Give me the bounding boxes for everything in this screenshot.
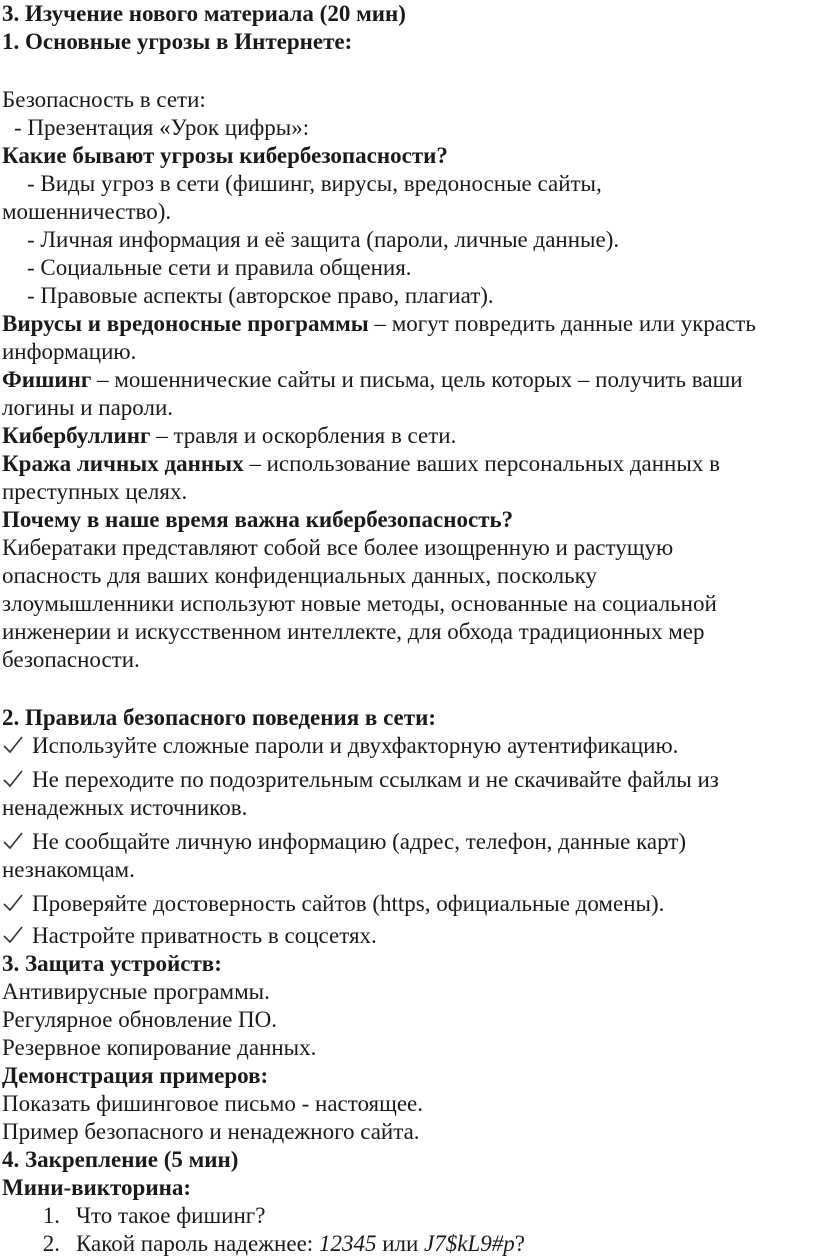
paragraph-line: Показать фишинговое письмо - настоящее. bbox=[2, 1091, 423, 1116]
question-heading: Почему в наше время важна кибербезопасность? bbox=[2, 507, 514, 532]
quiz-question: Что такое фишинг? bbox=[76, 1203, 266, 1228]
paragraph-line: Регулярное обновление ПО. bbox=[2, 1007, 278, 1032]
paragraph-line: безопасности. bbox=[2, 647, 140, 672]
subsection-heading: 3. Защита устройств: bbox=[2, 951, 222, 976]
check-mark-icon bbox=[2, 922, 26, 950]
definition-line bbox=[2, 366, 743, 394]
definition: – травля и оскорбления в сети. bbox=[150, 423, 457, 448]
list-line: - Правовые аспекты (авторское право, плагиат). bbox=[27, 283, 494, 308]
rule-item bbox=[2, 732, 678, 760]
rule-text: Настройте приватность в соцсетях. bbox=[32, 923, 377, 948]
check-mark-icon bbox=[2, 766, 26, 794]
list-line: - Социальные сети и правила общения. bbox=[27, 255, 412, 280]
paragraph-line: Резервное копирование данных. bbox=[2, 1035, 317, 1060]
quiz-connector: или bbox=[376, 1231, 425, 1256]
definition-line bbox=[2, 422, 456, 450]
term: Кража личных данных bbox=[2, 451, 244, 476]
rule-item bbox=[2, 890, 664, 918]
term: Фишинг bbox=[2, 367, 92, 392]
definition: – могут повредить данные или украсть bbox=[368, 311, 756, 336]
paragraph-line: логины и пароли. bbox=[2, 395, 174, 420]
section-heading: 3. Изучение нового материала (20 мин) bbox=[2, 1, 406, 26]
check-mark-icon bbox=[2, 732, 26, 760]
paragraph-line: Антивирусные программы. bbox=[2, 979, 270, 1004]
definition: – мошеннические сайты и письма, цель которых – получить ваши bbox=[91, 367, 743, 392]
quiz-item bbox=[30, 1230, 525, 1258]
rule-text: Проверяйте достоверность сайтов (https, официальные домены). bbox=[32, 891, 665, 916]
rule-text: Используйте сложные пароли и двухфакторную аутентификацию. bbox=[32, 733, 679, 758]
paragraph-line: опасность для ваших конфиденциальных данных, поскольку bbox=[2, 563, 597, 588]
paragraph-line: информацию. bbox=[2, 339, 137, 364]
quiz-number: 1. bbox=[42, 1203, 60, 1228]
check-mark-icon bbox=[2, 828, 26, 856]
quiz-number: 2. bbox=[42, 1231, 60, 1256]
paragraph-line: ненадежных источников. bbox=[2, 795, 248, 820]
rule-item bbox=[2, 828, 686, 856]
definition-line bbox=[2, 310, 756, 338]
term: Вирусы и вредоносные программы bbox=[2, 311, 369, 336]
paragraph-line: Кибератаки представляют собой все более изощренную и растущую bbox=[2, 535, 674, 560]
term: Кибербуллинг bbox=[2, 423, 151, 448]
question-heading: Какие бывают угрозы кибербезопасности? bbox=[2, 143, 448, 168]
quiz-punct: ? bbox=[514, 1231, 525, 1256]
paragraph-line: инженерии и искусственном интеллекте, для обхода традиционных мер bbox=[2, 619, 705, 644]
rule-item bbox=[2, 766, 719, 794]
rule-item bbox=[2, 922, 377, 950]
subsection-heading: Демонстрация примеров: bbox=[2, 1063, 269, 1088]
password-example: J7$kL9#p bbox=[424, 1231, 515, 1256]
subsection-heading: 1. Основные угрозы в Интернете: bbox=[2, 29, 353, 54]
rule-text: Не сообщайте личную информацию (адрес, телефон, данные карт) bbox=[32, 829, 687, 854]
paragraph-line: Безопасность в сети: bbox=[2, 87, 206, 112]
quiz-question: Какой пароль надежнее: bbox=[76, 1231, 319, 1256]
paragraph-line: незнакомцам. bbox=[2, 857, 135, 882]
list-line: - Виды угроз в сети (фишинг, вирусы, вредоносные сайты, bbox=[27, 171, 602, 196]
paragraph-line: Пример безопасного и ненадежного сайта. bbox=[2, 1119, 420, 1144]
section-heading: 4. Закрепление (5 мин) bbox=[2, 1147, 239, 1172]
paragraph-line: злоумышленники используют новые методы, основанные на социальной bbox=[2, 591, 717, 616]
list-line: мошенничество). bbox=[2, 199, 172, 224]
check-mark-icon bbox=[2, 890, 26, 918]
subsection-heading: 2. Правила безопасного поведения в сети: bbox=[2, 705, 436, 730]
definition: – использование ваших персональных данных в bbox=[243, 451, 720, 476]
list-line: - Личная информация и её защита (пароли, личные данные). bbox=[27, 227, 620, 252]
paragraph-line: преступных целях. bbox=[2, 479, 188, 504]
password-example: 12345 bbox=[318, 1231, 377, 1256]
quiz-item bbox=[30, 1202, 265, 1230]
rule-text: Не переходите по подозрительным ссылкам и не скачивайте файлы из bbox=[32, 767, 719, 792]
subsection-heading: Мини-викторина: bbox=[2, 1175, 191, 1200]
definition-line bbox=[2, 450, 720, 478]
paragraph-line: - Презентация «Урок цифры»: bbox=[14, 115, 310, 140]
